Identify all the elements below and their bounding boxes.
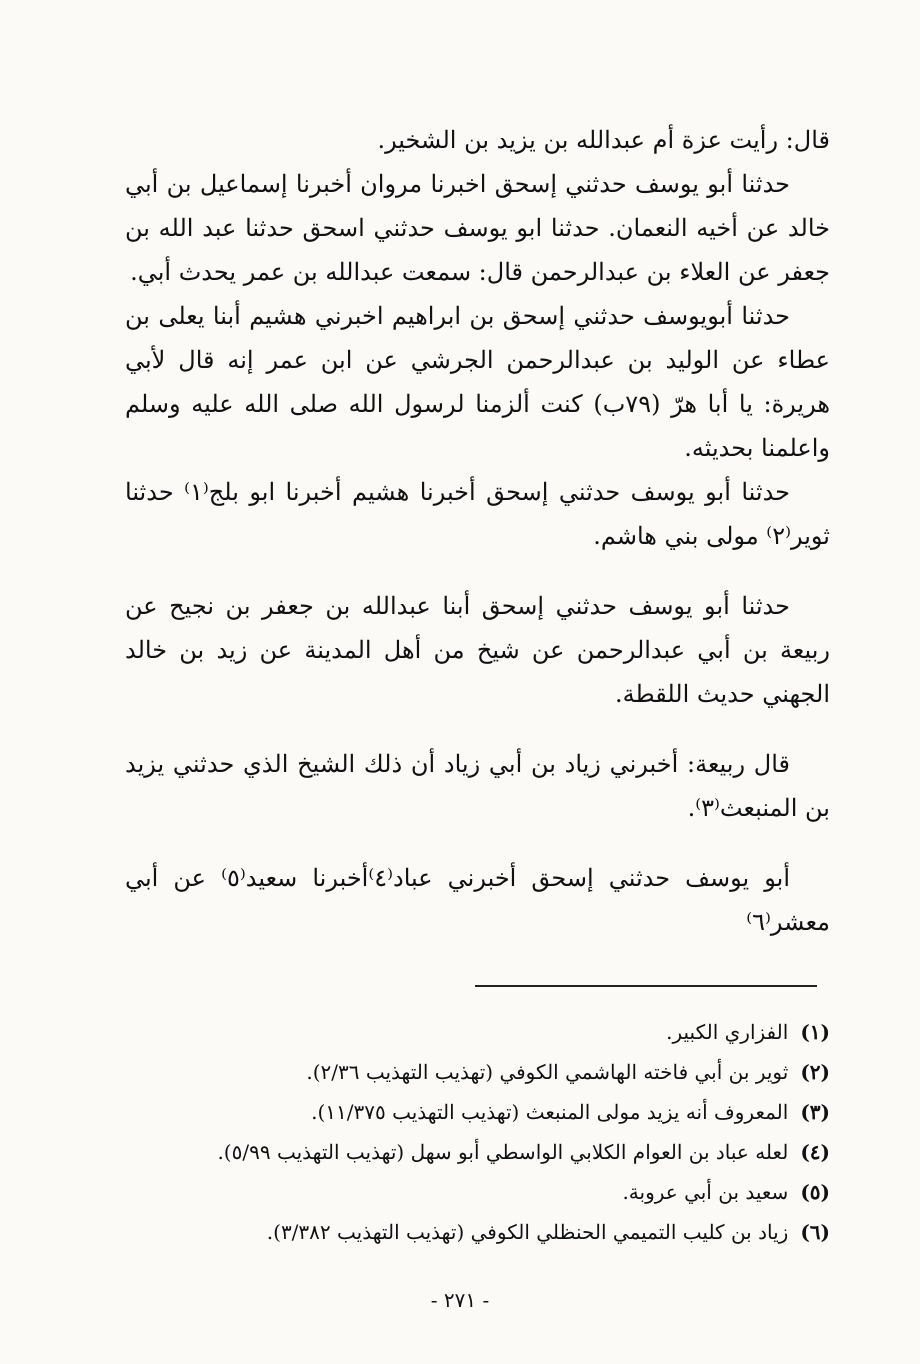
footnote — [140, 1012, 830, 1052]
footnote — [140, 1172, 830, 1212]
paragraph: حدثنا أبويوسف حدثني إسحق بن ابراهيم اخبرني هشيم أبنا يعلى بن عطاء عن الوليد بن عبدالرحمن الجرشي عن ابن عمر إنه قال لأبي هريرة: يا أبا هرّ (٧٩ب) كنت ألزمنا لرسول الله صلى الله عليه وسلم واعلمنا بحديثه. — [125, 302, 830, 462]
footnote-number: (٢) — [800, 1060, 830, 1084]
paragraph: حدثنا أبو يوسف حدثني إسحق أبنا عبدالله بن جعفر بن نجيح عن ربيعة بن أبي عبدالرحمن عن شيخ من أهل المدينة عن زيد بن خالد الجهني حديث اللقطة. — [125, 592, 830, 708]
main-text — [125, 118, 830, 944]
footnote-number: (٥) — [800, 1180, 830, 1204]
footnote-text: سعيد بن أبي عروبة. — [622, 1180, 789, 1204]
paragraph: حدثنا أبو يوسف حدثني إسحق أخبرنا هشيم أخبرنا ابو بلج⁽١⁾ حدثنا ثوير⁽٢⁾ مولى بني هاشم. — [125, 478, 830, 550]
paragraph: قال ربيعة: أخبرني زياد بن أبي زياد أن ذلك الشيخ الذي حدثني يزيد بن المنبعث⁽٣⁾. — [125, 750, 830, 822]
paragraph: حدثنا أبو يوسف حدثني إسحق اخبرنا مروان أخبرنا إسماعيل بن أبي خالد عن أخيه النعمان. حدثنا ابو يوسف حدثني اسحق حدثنا عبد الله بن جعفر عن العلاء بن عبدالرحمن قال: سمعت عبدالله بن عمر يحدث أبي. — [125, 170, 830, 286]
paragraph: أبو يوسف حدثني إسحق أخبرني عباد⁽٤⁾أخبرنا سعيد⁽٥⁾ عن أبي معشر⁽٦⁾ — [125, 864, 830, 936]
footnote-text: زياد بن كليب التميمي الحنظلي الكوفي (تهذيب التهذيب ٣/٣٨٢). — [266, 1220, 789, 1244]
footnotes — [140, 1012, 830, 1252]
page-number: - ٢٧١ - — [430, 1288, 490, 1312]
footnote — [140, 1092, 830, 1132]
footnote-text: لعله عباد بن العوام الكلابي الواسطي أبو سهل (تهذيب التهذيب ٥/٩٩). — [217, 1140, 789, 1164]
footnote-text: الفزاري الكبير. — [666, 1020, 789, 1044]
footnote-divider — [475, 985, 817, 987]
paragraph: قال: رأيت عزة أم عبدالله بن يزيد بن الشخير. — [377, 126, 830, 154]
footnote-text: ثوير بن أبي فاخته الهاشمي الكوفي (تهذيب التهذيب ٢/٣٦). — [306, 1060, 789, 1084]
footnote-text: المعروف أنه يزيد مولى المنبعث (تهذيب التهذيب ١١/٣٧٥). — [311, 1100, 789, 1124]
footnote — [140, 1132, 830, 1172]
footnote-number: (٦) — [800, 1220, 830, 1244]
footnote-number: (١) — [800, 1020, 830, 1044]
footnote-number: (٣) — [800, 1100, 830, 1124]
footnote-number: (٤) — [800, 1140, 830, 1164]
footnote — [140, 1052, 830, 1092]
footnote — [140, 1212, 830, 1252]
